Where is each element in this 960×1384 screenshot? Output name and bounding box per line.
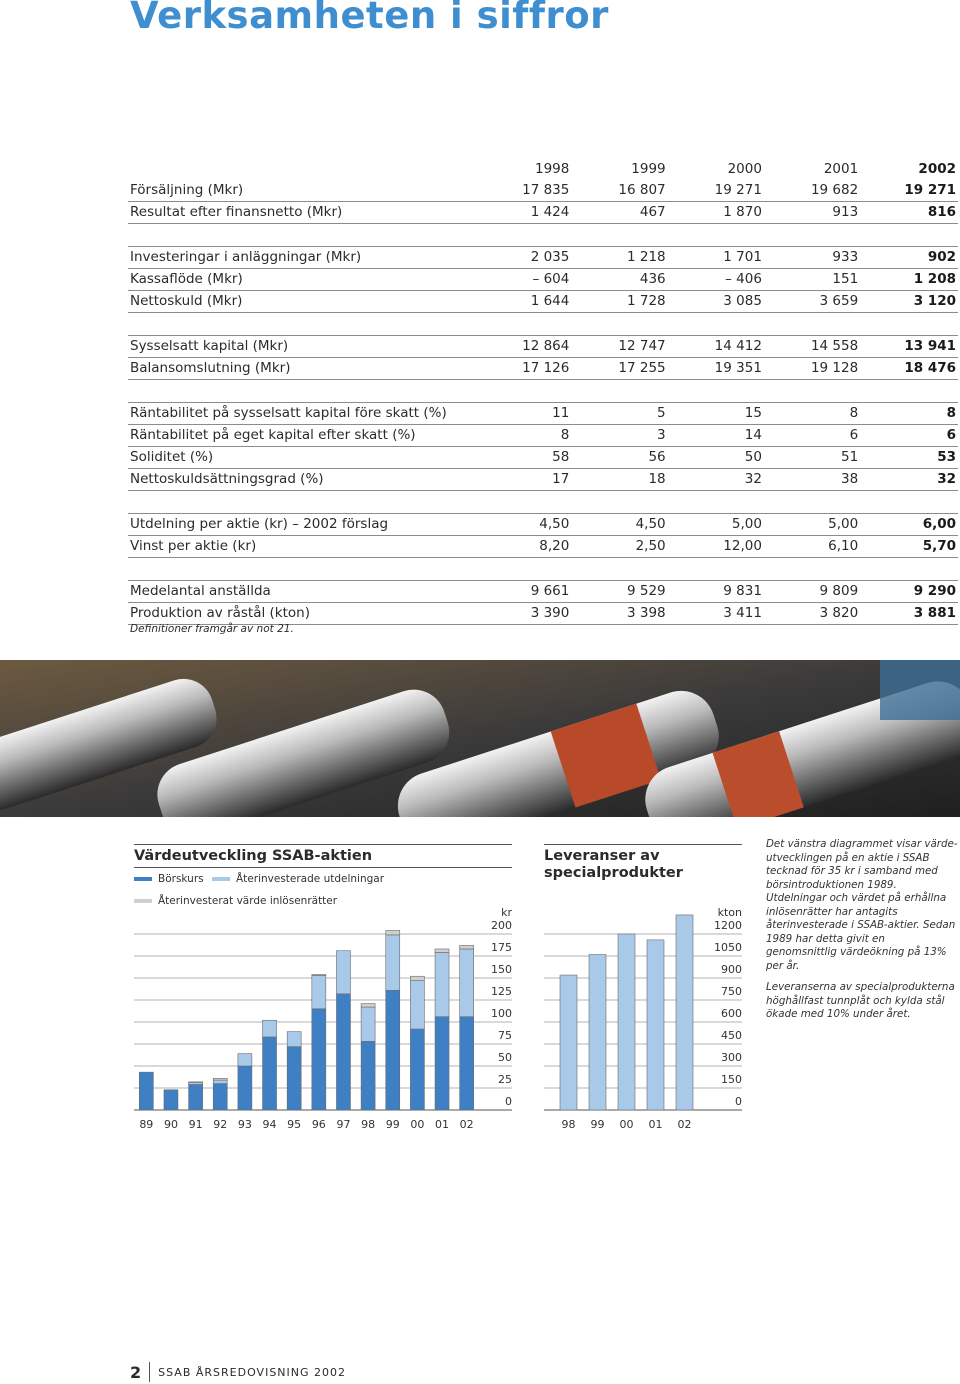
cell-value: 1 424 — [483, 202, 571, 224]
bar-segment — [460, 1017, 474, 1110]
bar-segment — [435, 1017, 449, 1110]
x-tick-label: 00 — [410, 1118, 425, 1131]
y-tick-label: 0 — [735, 1095, 742, 1108]
cell-value: 9 529 — [571, 581, 667, 603]
x-tick-label: 97 — [336, 1118, 351, 1131]
legend-swatch-inlosenratter — [134, 899, 152, 903]
bar-segment — [213, 1080, 227, 1084]
cell-value: 19 271 — [860, 180, 958, 202]
group-separator — [128, 313, 958, 336]
cell-value: 6,10 — [764, 536, 860, 558]
y-unit-label: kton — [717, 906, 742, 919]
cell-value: 1 218 — [571, 247, 667, 269]
x-tick-label: 00 — [619, 1118, 634, 1131]
bar — [618, 934, 635, 1110]
cell-value: 2 035 — [483, 247, 571, 269]
bar-segment — [213, 1084, 227, 1110]
row-label: Soliditet (%) — [128, 447, 483, 469]
y-tick-label: 175 — [491, 941, 512, 954]
key-figures-table — [128, 158, 958, 625]
legend-swatch-aterinvesterade — [212, 877, 230, 881]
row-label: Produktion av råstål (kton) — [128, 603, 483, 625]
bar — [560, 975, 577, 1110]
cell-value: 14 — [668, 425, 764, 447]
row-label: Nettoskuldsättningsgrad (%) — [128, 469, 483, 491]
group-separator — [128, 380, 958, 403]
cell-value: 9 809 — [764, 581, 860, 603]
x-tick-label: 95 — [287, 1118, 302, 1131]
y-tick-label: 75 — [498, 1029, 512, 1042]
cell-value: 12,00 — [668, 536, 764, 558]
cell-value: 6,00 — [860, 514, 958, 536]
cell-value: 3 390 — [483, 603, 571, 625]
table-row — [128, 603, 958, 625]
row-label: Räntabilitet på eget kapital efter skatt (%) — [128, 425, 483, 447]
bar-segment — [386, 990, 400, 1110]
x-tick-label: 93 — [237, 1118, 252, 1131]
bar-segment — [189, 1084, 203, 1110]
bar-segment — [336, 951, 350, 994]
bar-segment — [410, 976, 424, 980]
cell-value: 9 290 — [860, 581, 958, 603]
table-row — [128, 425, 958, 447]
cell-value: 18 476 — [860, 358, 958, 380]
table-row — [128, 358, 958, 380]
bar-segment — [361, 1007, 375, 1041]
y-tick-label: 600 — [721, 1007, 742, 1020]
row-label: Resultat efter finansnetto (Mkr) — [128, 202, 483, 224]
cell-value: 5,00 — [764, 514, 860, 536]
x-tick-label: 01 — [648, 1118, 663, 1131]
cell-value: 8 — [764, 403, 860, 425]
year-header: 2000 — [727, 160, 762, 177]
cell-value: 6 — [764, 425, 860, 447]
chart1-title: Värdeutveckling SSAB-aktien — [134, 848, 373, 864]
x-tick-label: 02 — [677, 1118, 692, 1131]
cell-value: 4,50 — [571, 514, 667, 536]
cell-value: 15 — [668, 403, 764, 425]
cell-value: 32 — [860, 469, 958, 491]
cell-value: 933 — [764, 247, 860, 269]
cell-value: 56 — [571, 447, 667, 469]
cell-value: 51 — [764, 447, 860, 469]
chart2-top-rule — [544, 844, 742, 845]
row-label: Utdelning per aktie (kr) – 2002 förslag — [128, 514, 483, 536]
cell-value: 19 271 — [668, 180, 764, 202]
bar-segment — [263, 1037, 277, 1110]
row-label: Försäljning (Mkr) — [128, 180, 483, 202]
bar-segment — [410, 1029, 424, 1110]
row-label: Balansomslutning (Mkr) — [128, 358, 483, 380]
cell-value: 12 864 — [483, 336, 571, 358]
cell-value: 9 661 — [483, 581, 571, 603]
x-tick-label: 99 — [385, 1118, 400, 1131]
y-tick-label: 1200 — [714, 919, 742, 932]
row-label: Vinst per aktie (kr) — [128, 536, 483, 558]
bar-segment — [238, 1054, 252, 1066]
cell-value: 14 558 — [764, 336, 860, 358]
cell-value: 19 351 — [668, 358, 764, 380]
bar-segment — [460, 945, 474, 949]
y-unit-label: kr — [501, 906, 512, 919]
cell-value: 1 728 — [571, 291, 667, 313]
cell-value: 151 — [764, 269, 860, 291]
bar — [647, 940, 664, 1110]
bar-segment — [164, 1090, 178, 1110]
cell-value: 17 255 — [571, 358, 667, 380]
table-row — [128, 291, 958, 313]
cell-value: 1 208 — [860, 269, 958, 291]
cell-value: – 406 — [668, 269, 764, 291]
page-footer — [130, 1362, 346, 1382]
bar-segment — [361, 1041, 375, 1110]
cell-value: 1 644 — [483, 291, 571, 313]
y-tick-label: 50 — [498, 1051, 512, 1064]
bar-segment — [312, 974, 326, 975]
bar-segment — [361, 1004, 375, 1008]
cell-value: 1 870 — [668, 202, 764, 224]
bar-segment — [410, 981, 424, 1029]
x-tick-label: 02 — [459, 1118, 474, 1131]
footer-divider — [149, 1362, 150, 1382]
sidebar-notes — [766, 838, 958, 1030]
cell-value: 9 831 — [668, 581, 764, 603]
cell-value: 3 820 — [764, 603, 860, 625]
y-tick-label: 0 — [505, 1095, 512, 1108]
bar-segment — [386, 930, 400, 934]
cell-value: 8 — [483, 425, 571, 447]
row-label: Medelantal anställda — [128, 581, 483, 603]
y-tick-label: 25 — [498, 1073, 512, 1086]
table-header-row — [128, 158, 958, 180]
x-tick-label: 99 — [590, 1118, 605, 1131]
group-separator — [128, 224, 958, 247]
cell-value: 19 682 — [764, 180, 860, 202]
table-row — [128, 180, 958, 202]
cell-value: 816 — [860, 202, 958, 224]
cell-value: 8,20 — [483, 536, 571, 558]
bar-segment — [287, 1047, 301, 1110]
cell-value: 17 126 — [483, 358, 571, 380]
x-tick-label: 90 — [163, 1118, 178, 1131]
cell-value: 913 — [764, 202, 860, 224]
chart-leveranser — [544, 905, 744, 1135]
sidebar-note-1: Det vänstra diagrammet visar värdeutvecklingen på en aktie i SSAB tecknad för 35 kr i samband med börsintroduktionen 1989. Utdelningar och värdet på erhållna inlösenrätter har antagits återinvesterade i SSAB-aktier. Sedan 1989 har detta givit en genomsnittlig värdeökning på 13% per år. — [766, 838, 958, 972]
legend-item-borskurs — [134, 873, 204, 885]
cell-value: 3 881 — [860, 603, 958, 625]
cell-value: 5,00 — [668, 514, 764, 536]
footer-brand: SSAB ÅRSREDOVISNING 2002 — [158, 1365, 347, 1379]
table-row — [128, 536, 958, 558]
x-tick-label: 01 — [435, 1118, 450, 1131]
footnote: Definitioner framgår av not 21. — [130, 623, 294, 635]
x-tick-label: 98 — [361, 1118, 376, 1131]
cell-value: 19 128 — [764, 358, 860, 380]
y-tick-label: 450 — [721, 1029, 742, 1042]
sidebar-note-2: Leveranserna av specialprodukterna höghållfast tunnplåt och kylda stål ökade med 10% under året. — [766, 981, 955, 1020]
bar-segment — [435, 952, 449, 1016]
legend-label-aterinvesterade: Återinvesterade utdelningar — [236, 873, 385, 885]
y-tick-label: 150 — [721, 1073, 742, 1086]
cell-value: 5 — [571, 403, 667, 425]
row-label: Sysselsatt kapital (Mkr) — [128, 336, 483, 358]
cell-value: 16 807 — [571, 180, 667, 202]
y-tick-label: 300 — [721, 1051, 742, 1064]
x-tick-label: 92 — [213, 1118, 228, 1131]
table-row — [128, 469, 958, 491]
page-number: 2 — [130, 1362, 142, 1382]
cell-value: 50 — [668, 447, 764, 469]
row-label: Kassaflöde (Mkr) — [128, 269, 483, 291]
legend-item-aterinvesterade — [212, 873, 384, 885]
bar-segment — [263, 1020, 277, 1037]
y-tick-label: 100 — [491, 1007, 512, 1020]
chart1-top-rule — [134, 844, 512, 845]
cell-value: 5,70 — [860, 536, 958, 558]
chart2-title: Leveranser av specialprodukter — [544, 848, 683, 881]
x-tick-label: 94 — [262, 1118, 277, 1131]
cell-value: 32 — [668, 469, 764, 491]
y-tick-label: 150 — [491, 963, 512, 976]
cell-value: 17 835 — [483, 180, 571, 202]
cell-value: 3 659 — [764, 291, 860, 313]
table-row — [128, 336, 958, 358]
cell-value: 467 — [571, 202, 667, 224]
cell-value: 12 747 — [571, 336, 667, 358]
bar — [589, 955, 606, 1110]
bar — [676, 915, 693, 1110]
row-label: Räntabilitet på sysselsatt kapital före skatt (%) — [128, 403, 483, 425]
cell-value: 53 — [860, 447, 958, 469]
cell-value: 38 — [764, 469, 860, 491]
page-title: Verksamheten i siffror — [130, 0, 609, 37]
cell-value: 6 — [860, 425, 958, 447]
chart1-title-rule — [134, 867, 512, 868]
header-blank — [128, 158, 483, 180]
cell-value: 58 — [483, 447, 571, 469]
cell-value: 11 — [483, 403, 571, 425]
cell-value: 1 701 — [668, 247, 764, 269]
group-separator — [128, 491, 958, 514]
table-row — [128, 247, 958, 269]
bar-segment — [238, 1066, 252, 1110]
bar-segment — [312, 1009, 326, 1110]
legend-label-borskurs: Börskurs — [158, 873, 204, 885]
bar-segment — [189, 1082, 203, 1083]
cell-value: 3 — [571, 425, 667, 447]
cell-value: 18 — [571, 469, 667, 491]
cell-value: 902 — [860, 247, 958, 269]
table-row — [128, 581, 958, 603]
row-label: Nettoskuld (Mkr) — [128, 291, 483, 313]
cell-value: 17 — [483, 469, 571, 491]
x-tick-label: 89 — [139, 1118, 154, 1131]
steel-rollers-photo — [0, 660, 960, 817]
y-tick-label: 1050 — [714, 941, 742, 954]
table-row — [128, 202, 958, 224]
bar-segment — [312, 975, 326, 1008]
bar-segment — [435, 949, 449, 953]
bar-segment — [460, 949, 474, 1017]
year-header: 2002 — [918, 160, 956, 177]
x-tick-label: 91 — [188, 1118, 203, 1131]
y-tick-label: 125 — [491, 985, 512, 998]
x-tick-label: 98 — [561, 1118, 576, 1131]
y-tick-label: 750 — [721, 985, 742, 998]
bar-segment — [336, 994, 350, 1110]
cell-value: – 604 — [483, 269, 571, 291]
table-row — [128, 514, 958, 536]
table-row — [128, 447, 958, 469]
cell-value: 13 941 — [860, 336, 958, 358]
year-header: 2001 — [823, 160, 859, 177]
table-row — [128, 403, 958, 425]
cell-value: 3 398 — [571, 603, 667, 625]
y-tick-label: 900 — [721, 963, 742, 976]
group-separator — [128, 558, 958, 581]
row-label: Investeringar i anläggningar (Mkr) — [128, 247, 483, 269]
cell-value: 2,50 — [571, 536, 667, 558]
cell-value: 14 412 — [668, 336, 764, 358]
table-row — [128, 269, 958, 291]
year-header: 1999 — [631, 160, 666, 177]
cell-value: 3 085 — [668, 291, 764, 313]
bar-segment — [213, 1078, 227, 1080]
y-tick-label: 200 — [491, 919, 512, 932]
x-tick-label: 96 — [311, 1118, 326, 1131]
chart-vardeutveckling — [134, 905, 514, 1135]
cell-value: 3 411 — [668, 603, 764, 625]
legend-label-inlosenratter: Återinvesterat värde inlösenrätter — [158, 895, 338, 907]
bar-segment — [386, 935, 400, 990]
bar-segment — [287, 1032, 301, 1047]
cell-value: 3 120 — [860, 291, 958, 313]
cell-value: 436 — [571, 269, 667, 291]
bar-segment — [139, 1072, 153, 1110]
cell-value: 8 — [860, 403, 958, 425]
cell-value: 4,50 — [483, 514, 571, 536]
year-header: 1998 — [535, 160, 570, 177]
legend-swatch-borskurs — [134, 877, 152, 881]
